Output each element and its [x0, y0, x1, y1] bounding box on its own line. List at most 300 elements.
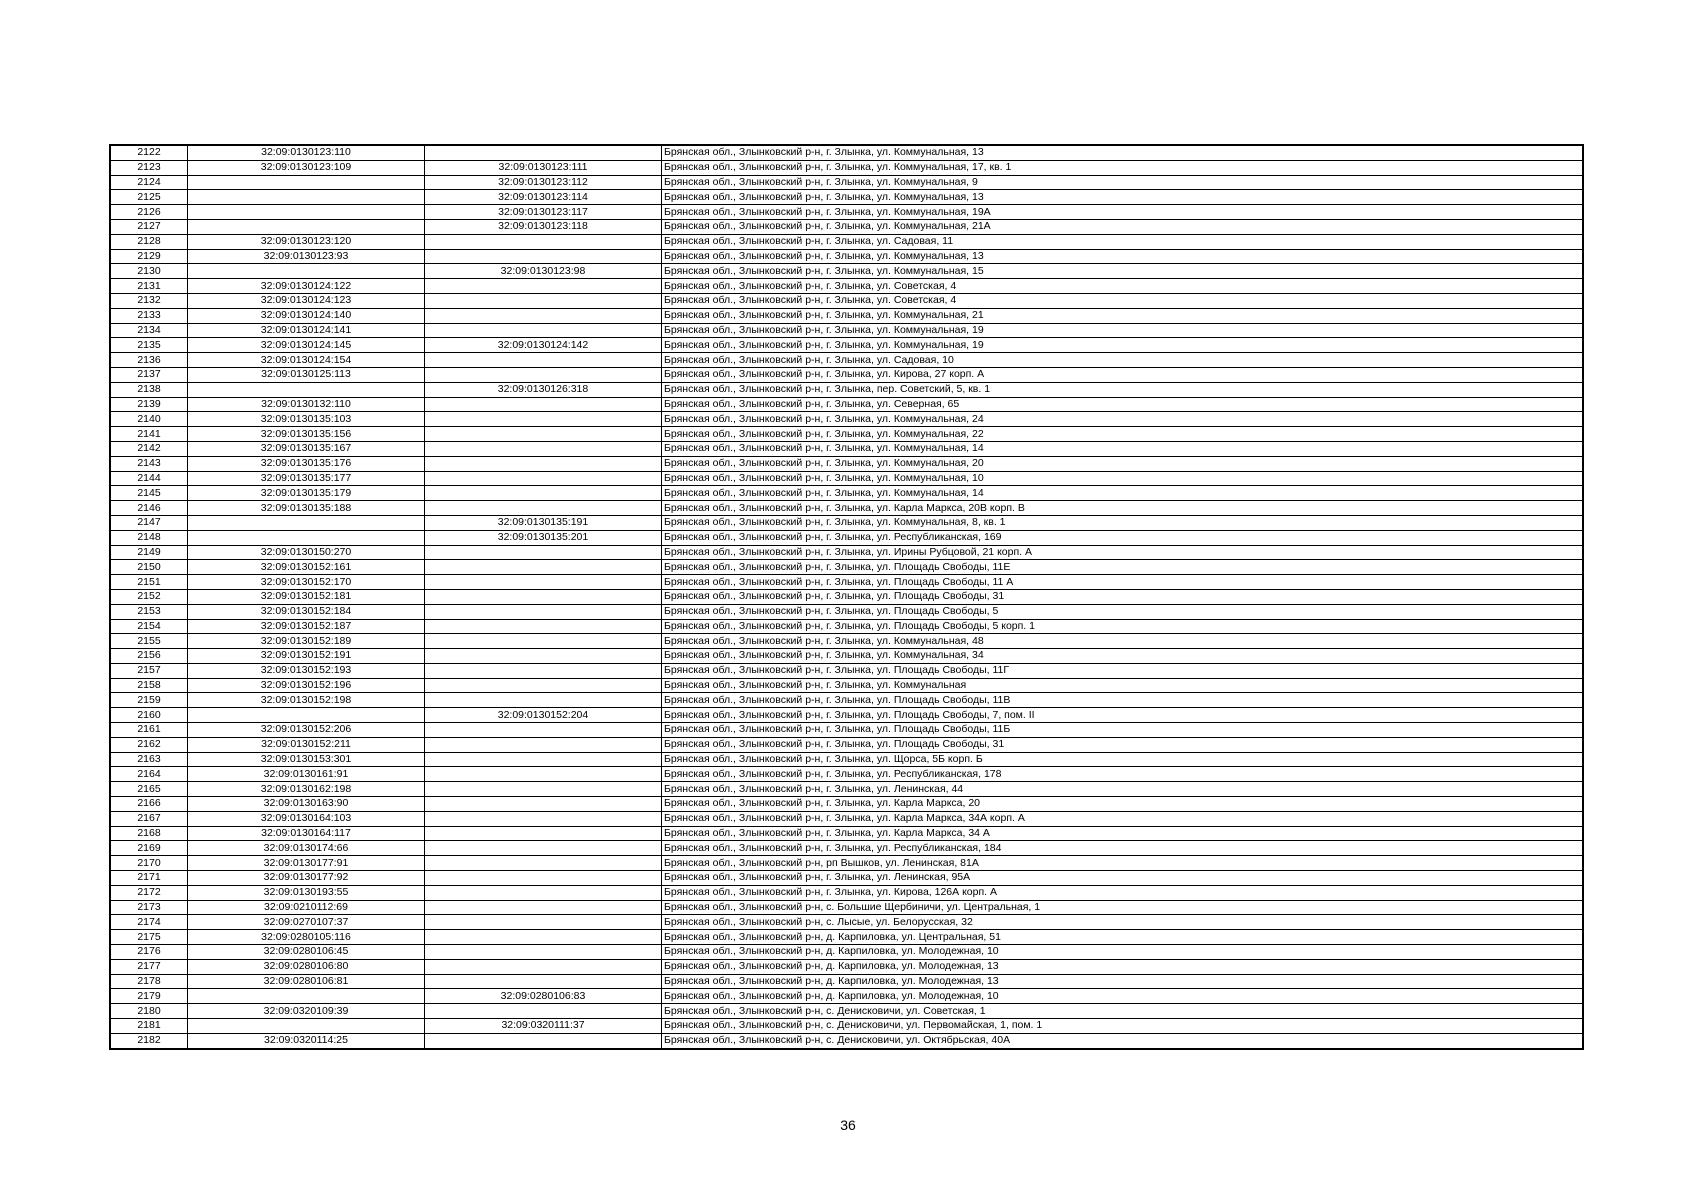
- row-number-cell: 2159: [110, 693, 188, 708]
- table-row: [110, 353, 1583, 368]
- cadastral-number-building-cell: [425, 782, 662, 797]
- cadastral-number-building-cell: [425, 619, 662, 634]
- address-cell: Брянская обл., Злынковский р-н, с. Лысые, ул. Белорусская, 32: [662, 915, 1584, 930]
- cadastral-number-building-cell: [425, 471, 662, 486]
- address-cell: Брянская обл., Злынковский р-н, г. Злынка, ул. Площадь Свободы, 11В: [662, 693, 1584, 708]
- address-cell: Брянская обл., Злынковский р-н, г. Злынка, ул. Площадь Свободы, 11 А: [662, 575, 1584, 590]
- cadastral-number-building-cell: [425, 249, 662, 264]
- address-cell: Брянская обл., Злынковский р-н, г. Злынка, ул. Коммунальная, 48: [662, 634, 1584, 649]
- table-row: [110, 441, 1583, 456]
- address-cell: Брянская обл., Злынковский р-н, г. Злынка, ул. Коммунальная, 8, кв. 1: [662, 515, 1584, 530]
- row-number-cell: 2151: [110, 575, 188, 590]
- table-row: [110, 989, 1583, 1004]
- address-cell: Брянская обл., Злынковский р-н, г. Злынка, ул. Коммунальная, 21: [662, 308, 1584, 323]
- table-row: [110, 915, 1583, 930]
- row-number-cell: 2150: [110, 560, 188, 575]
- row-number-cell: 2155: [110, 634, 188, 649]
- table-row: [110, 382, 1583, 397]
- row-number-cell: 2153: [110, 604, 188, 619]
- cadastral-number-land-cell: 32:09:0130135:176: [188, 456, 425, 471]
- table-row: [110, 515, 1583, 530]
- cadastral-number-land-cell: 32:09:0130152:198: [188, 693, 425, 708]
- address-cell: Брянская обл., Злынковский р-н, д. Карпиловка, ул. Молодежная, 10: [662, 945, 1584, 960]
- table-row: [110, 589, 1583, 604]
- table-row: [110, 737, 1583, 752]
- row-number-cell: 2161: [110, 723, 188, 738]
- address-cell: Брянская обл., Злынковский р-н, г. Злынка, ул. Коммунальная, 14: [662, 486, 1584, 501]
- row-number-cell: 2131: [110, 279, 188, 294]
- row-number-cell: 2164: [110, 767, 188, 782]
- cadastral-number-land-cell: 32:09:0130123:120: [188, 234, 425, 249]
- cadastral-number-land-cell: 32:09:0130123:93: [188, 249, 425, 264]
- table-row: [110, 885, 1583, 900]
- address-cell: Брянская обл., Злынковский р-н, г. Злынка, ул. Коммунальная, 10: [662, 471, 1584, 486]
- cadastral-number-building-cell: [425, 945, 662, 960]
- cadastral-number-building-cell: [425, 885, 662, 900]
- cadastral-number-building-cell: 32:09:0130152:204: [425, 708, 662, 723]
- table-row: [110, 1004, 1583, 1019]
- address-cell: Брянская обл., Злынковский р-н, г. Злынка, ул. Коммунальная, 13: [662, 190, 1584, 205]
- table-row: [110, 530, 1583, 545]
- cadastral-number-land-cell: 32:09:0130152:191: [188, 649, 425, 664]
- table-row: [110, 575, 1583, 590]
- cadastral-number-land-cell: 32:09:0130177:92: [188, 871, 425, 886]
- row-number-cell: 2137: [110, 367, 188, 382]
- cadastral-number-land-cell: [188, 219, 425, 234]
- cadastral-number-building-cell: 32:09:0130123:111: [425, 160, 662, 175]
- cadastral-number-land-cell: [188, 190, 425, 205]
- table-row: [110, 974, 1583, 989]
- cadastral-number-building-cell: 32:09:0130123:117: [425, 205, 662, 220]
- address-cell: Брянская обл., Злынковский р-н, г. Злынка, ул. Коммунальная, 20: [662, 456, 1584, 471]
- cadastral-number-land-cell: 32:09:0130152:170: [188, 575, 425, 590]
- address-cell: Брянская обл., Злынковский р-н, с. Денисковичи, ул. Первомайская, 1, пом. 1: [662, 1019, 1584, 1034]
- address-cell: Брянская обл., Злынковский р-н, г. Злынка, ул. Ирины Рубцовой, 21 корп. А: [662, 545, 1584, 560]
- cadastral-number-land-cell: 32:09:0130152:181: [188, 589, 425, 604]
- cadastral-number-building-cell: [425, 308, 662, 323]
- table-row: [110, 145, 1583, 160]
- cadastral-number-building-cell: [425, 974, 662, 989]
- table-row: [110, 367, 1583, 382]
- row-number-cell: 2145: [110, 486, 188, 501]
- row-number-cell: 2147: [110, 515, 188, 530]
- table-row: [110, 205, 1583, 220]
- cadastral-number-land-cell: 32:09:0130164:103: [188, 811, 425, 826]
- address-cell: Брянская обл., Злынковский р-н, г. Злынка, ул. Карла Маркса, 34 А: [662, 826, 1584, 841]
- address-cell: Брянская обл., Злынковский р-н, с. Денисковичи, ул. Советская, 1: [662, 1004, 1584, 1019]
- table-row: [110, 293, 1583, 308]
- row-number-cell: 2179: [110, 989, 188, 1004]
- row-number-cell: 2163: [110, 752, 188, 767]
- row-number-cell: 2144: [110, 471, 188, 486]
- cadastral-number-building-cell: [425, 723, 662, 738]
- cadastral-number-land-cell: 32:09:0130124:123: [188, 293, 425, 308]
- row-number-cell: 2142: [110, 441, 188, 456]
- cadastral-number-land-cell: 32:09:0270107:37: [188, 915, 425, 930]
- address-cell: Брянская обл., Злынковский р-н, г. Злынка, ул. Коммунальная, 19: [662, 323, 1584, 338]
- cadastral-number-land-cell: 32:09:0130123:110: [188, 145, 425, 160]
- row-number-cell: 2180: [110, 1004, 188, 1019]
- cadastral-number-building-cell: [425, 234, 662, 249]
- table-row: [110, 160, 1583, 175]
- address-cell: Брянская обл., Злынковский р-н, с. Большие Щербиничи, ул. Центральная, 1: [662, 900, 1584, 915]
- table-row: [110, 841, 1583, 856]
- table-row: [110, 767, 1583, 782]
- table-row: [110, 930, 1583, 945]
- address-cell: Брянская обл., Злынковский р-н, г. Злынка, ул. Коммунальная, 13: [662, 249, 1584, 264]
- table-row: [110, 1019, 1583, 1034]
- row-number-cell: 2175: [110, 930, 188, 945]
- cadastral-number-building-cell: 32:09:0130124:142: [425, 338, 662, 353]
- cadastral-number-building-cell: [425, 501, 662, 516]
- row-number-cell: 2171: [110, 871, 188, 886]
- row-number-cell: 2172: [110, 885, 188, 900]
- cadastral-number-building-cell: [425, 145, 662, 160]
- address-cell: Брянская обл., Злынковский р-н, г. Злынка, ул. Площадь Свободы, 7, пом. II: [662, 708, 1584, 723]
- address-cell: Брянская обл., Злынковский р-н, г. Злынка, ул. Коммунальная, 15: [662, 264, 1584, 279]
- cadastral-number-building-cell: [425, 634, 662, 649]
- table-row: [110, 693, 1583, 708]
- cadastral-number-building-cell: [425, 871, 662, 886]
- row-number-cell: 2138: [110, 382, 188, 397]
- cadastral-number-land-cell: 32:09:0130125:113: [188, 367, 425, 382]
- cadastral-number-building-cell: 32:09:0280106:83: [425, 989, 662, 1004]
- cadastral-number-land-cell: 32:09:0130177:91: [188, 856, 425, 871]
- row-number-cell: 2130: [110, 264, 188, 279]
- cadastral-number-land-cell: 32:09:0280105:116: [188, 930, 425, 945]
- cadastral-number-land-cell: 32:09:0130152:187: [188, 619, 425, 634]
- table-body: [110, 145, 1583, 1049]
- row-number-cell: 2123: [110, 160, 188, 175]
- table-row: [110, 486, 1583, 501]
- row-number-cell: 2148: [110, 530, 188, 545]
- row-number-cell: 2170: [110, 856, 188, 871]
- cadastral-number-land-cell: [188, 708, 425, 723]
- cadastral-number-building-cell: [425, 412, 662, 427]
- cadastral-number-building-cell: [425, 279, 662, 294]
- cadastral-number-building-cell: [425, 323, 662, 338]
- cadastral-number-land-cell: [188, 989, 425, 1004]
- cadastral-number-building-cell: [425, 397, 662, 412]
- row-number-cell: 2128: [110, 234, 188, 249]
- cadastral-number-building-cell: [425, 811, 662, 826]
- table-row: [110, 723, 1583, 738]
- cadastral-number-land-cell: 32:09:0130164:117: [188, 826, 425, 841]
- address-cell: Брянская обл., Злынковский р-н, г. Злынка, ул. Коммунальная, 21А: [662, 219, 1584, 234]
- row-number-cell: 2124: [110, 175, 188, 190]
- table-row: [110, 397, 1583, 412]
- table-row: [110, 856, 1583, 871]
- cadastral-number-land-cell: 32:09:0130163:90: [188, 797, 425, 812]
- address-cell: Брянская обл., Злынковский р-н, г. Злынка, ул. Щорса, 5Б корп. Б: [662, 752, 1584, 767]
- row-number-cell: 2136: [110, 353, 188, 368]
- cadastral-number-land-cell: [188, 515, 425, 530]
- table-row: [110, 634, 1583, 649]
- cadastral-number-land-cell: [188, 382, 425, 397]
- cadastral-number-building-cell: 32:09:0130123:98: [425, 264, 662, 279]
- address-cell: Брянская обл., Злынковский р-н, д. Карпиловка, ул. Центральная, 51: [662, 930, 1584, 945]
- table-row: [110, 619, 1583, 634]
- cadastral-number-land-cell: 32:09:0130124:154: [188, 353, 425, 368]
- cadastral-number-land-cell: 32:09:0280106:81: [188, 974, 425, 989]
- row-number-cell: 2140: [110, 412, 188, 427]
- cadastral-number-building-cell: 32:09:0130135:201: [425, 530, 662, 545]
- cadastral-number-building-cell: [425, 737, 662, 752]
- address-cell: Брянская обл., Злынковский р-н, г. Злынка, ул. Коммунальная, 24: [662, 412, 1584, 427]
- table-row: [110, 797, 1583, 812]
- row-number-cell: 2162: [110, 737, 188, 752]
- address-cell: Брянская обл., Злынковский р-н, г. Злынка, ул. Площадь Свободы, 11Е: [662, 560, 1584, 575]
- address-cell: Брянская обл., Злынковский р-н, г. Злынка, ул. Ленинская, 95А: [662, 871, 1584, 886]
- cadastral-number-land-cell: 32:09:0130161:91: [188, 767, 425, 782]
- cadastral-number-land-cell: 32:09:0130152:196: [188, 678, 425, 693]
- cadastral-number-building-cell: 32:09:0130123:118: [425, 219, 662, 234]
- cadastral-number-building-cell: [425, 560, 662, 575]
- row-number-cell: 2146: [110, 501, 188, 516]
- address-cell: Брянская обл., Злынковский р-н, г. Злынка, ул. Республиканская, 169: [662, 530, 1584, 545]
- table-row: [110, 708, 1583, 723]
- row-number-cell: 2158: [110, 678, 188, 693]
- cadastral-number-land-cell: 32:09:0130162:198: [188, 782, 425, 797]
- table-row: [110, 338, 1583, 353]
- cadastral-number-land-cell: 32:09:0130135:179: [188, 486, 425, 501]
- table-row: [110, 545, 1583, 560]
- cadastral-number-land-cell: 32:09:0130153:301: [188, 752, 425, 767]
- row-number-cell: 2177: [110, 959, 188, 974]
- row-number-cell: 2173: [110, 900, 188, 915]
- cadastral-number-building-cell: [425, 293, 662, 308]
- cadastral-number-building-cell: [425, 604, 662, 619]
- cadastral-number-land-cell: 32:09:0130135:103: [188, 412, 425, 427]
- cadastral-number-land-cell: 32:09:0130152:161: [188, 560, 425, 575]
- address-cell: Брянская обл., Злынковский р-н, с. Денисковичи, ул. Октябрьская, 40А: [662, 1033, 1584, 1048]
- cadastral-number-land-cell: 32:09:0130124:140: [188, 308, 425, 323]
- address-cell: Брянская обл., Злынковский р-н, д. Карпиловка, ул. Молодежная, 13: [662, 959, 1584, 974]
- cadastral-number-building-cell: 32:09:0130135:191: [425, 515, 662, 530]
- cadastral-number-land-cell: 32:09:0130152:189: [188, 634, 425, 649]
- cadastral-number-building-cell: [425, 930, 662, 945]
- cadastral-number-land-cell: 32:09:0130123:109: [188, 160, 425, 175]
- address-cell: Брянская обл., Злынковский р-н, д. Карпиловка, ул. Молодежная, 10: [662, 989, 1584, 1004]
- address-cell: Брянская обл., Злынковский р-н, г. Злынка, ул. Площадь Свободы, 31: [662, 737, 1584, 752]
- cadastral-number-land-cell: 32:09:0280106:80: [188, 959, 425, 974]
- address-cell: Брянская обл., Злынковский р-н, г. Злынка, ул. Площадь Свободы, 5: [662, 604, 1584, 619]
- cadastral-number-land-cell: 32:09:0130124:122: [188, 279, 425, 294]
- cadastral-number-building-cell: [425, 959, 662, 974]
- cadastral-number-land-cell: 32:09:0130193:55: [188, 885, 425, 900]
- address-cell: Брянская обл., Злынковский р-н, г. Злынка, ул. Коммунальная, 19А: [662, 205, 1584, 220]
- row-number-cell: 2129: [110, 249, 188, 264]
- cadastral-number-building-cell: [425, 856, 662, 871]
- cadastral-number-land-cell: 32:09:0210112:69: [188, 900, 425, 915]
- address-cell: Брянская обл., Злынковский р-н, г. Злынка, ул. Коммунальная, 22: [662, 427, 1584, 442]
- cadastral-number-building-cell: [425, 900, 662, 915]
- cadastral-number-land-cell: 32:09:0130132:110: [188, 397, 425, 412]
- table-row: [110, 900, 1583, 915]
- address-cell: Брянская обл., Злынковский р-н, г. Злынка, ул. Садовая, 11: [662, 234, 1584, 249]
- cadastral-number-building-cell: [425, 367, 662, 382]
- address-cell: Брянская обл., Злынковский р-н, г. Злынка, ул. Республиканская, 184: [662, 841, 1584, 856]
- row-number-cell: 2154: [110, 619, 188, 634]
- table-row: [110, 826, 1583, 841]
- row-number-cell: 2143: [110, 456, 188, 471]
- row-number-cell: 2157: [110, 663, 188, 678]
- row-number-cell: 2182: [110, 1033, 188, 1048]
- table-row: [110, 412, 1583, 427]
- cadastral-number-building-cell: [425, 767, 662, 782]
- row-number-cell: 2156: [110, 649, 188, 664]
- row-number-cell: 2165: [110, 782, 188, 797]
- cadastral-number-building-cell: [425, 678, 662, 693]
- cadastral-number-building-cell: [425, 826, 662, 841]
- cadastral-number-building-cell: 32:09:0130123:114: [425, 190, 662, 205]
- cadastral-number-land-cell: 32:09:0130150:270: [188, 545, 425, 560]
- table-row: [110, 456, 1583, 471]
- address-cell: Брянская обл., Злынковский р-н, г. Злынка, ул. Карла Маркса, 34А корп. А: [662, 811, 1584, 826]
- cadastral-number-building-cell: [425, 441, 662, 456]
- address-cell: Брянская обл., Злынковский р-н, г. Злынка, ул. Коммунальная, 19: [662, 338, 1584, 353]
- cadastral-number-land-cell: 32:09:0130152:193: [188, 663, 425, 678]
- cadastral-number-building-cell: 32:09:0130123:112: [425, 175, 662, 190]
- cadastral-number-land-cell: 32:09:0320114:25: [188, 1033, 425, 1048]
- table-row: [110, 560, 1583, 575]
- table-row: [110, 190, 1583, 205]
- cadastral-number-building-cell: [425, 693, 662, 708]
- address-cell: Брянская обл., Злынковский р-н, г. Злынка, ул. Коммунальная, 17, кв. 1: [662, 160, 1584, 175]
- cadastral-number-land-cell: [188, 264, 425, 279]
- table-row: [110, 945, 1583, 960]
- cadastral-number-land-cell: 32:09:0130135:156: [188, 427, 425, 442]
- table-row: [110, 871, 1583, 886]
- row-number-cell: 2166: [110, 797, 188, 812]
- address-cell: Брянская обл., Злынковский р-н, г. Злынка, ул. Ленинская, 44: [662, 782, 1584, 797]
- table-row: [110, 471, 1583, 486]
- row-number-cell: 2122: [110, 145, 188, 160]
- cadastral-number-land-cell: [188, 205, 425, 220]
- table-row: [110, 678, 1583, 693]
- address-cell: Брянская обл., Злынковский р-н, г. Злынка, ул. Коммунальная: [662, 678, 1584, 693]
- row-number-cell: 2139: [110, 397, 188, 412]
- row-number-cell: 2174: [110, 915, 188, 930]
- cadastral-number-building-cell: [425, 915, 662, 930]
- table-row: [110, 234, 1583, 249]
- address-cell: Брянская обл., Злынковский р-н, г. Злынка, ул. Площадь Свободы, 31: [662, 589, 1584, 604]
- cadastral-number-land-cell: 32:09:0130152:206: [188, 723, 425, 738]
- row-number-cell: 2133: [110, 308, 188, 323]
- row-number-cell: 2134: [110, 323, 188, 338]
- cadastral-number-land-cell: 32:09:0130124:145: [188, 338, 425, 353]
- address-cell: Брянская обл., Злынковский р-н, г. Злынка, ул. Кирова, 126А корп. А: [662, 885, 1584, 900]
- row-number-cell: 2135: [110, 338, 188, 353]
- address-cell: Брянская обл., Злынковский р-н, г. Злынка, ул. Кирова, 27 корп. А: [662, 367, 1584, 382]
- cadastral-number-building-cell: 32:09:0320111:37: [425, 1019, 662, 1034]
- cadastral-number-land-cell: 32:09:0130152:184: [188, 604, 425, 619]
- table-row: [110, 279, 1583, 294]
- table-row: [110, 752, 1583, 767]
- table-row: [110, 219, 1583, 234]
- table-row: [110, 649, 1583, 664]
- address-cell: Брянская обл., Злынковский р-н, г. Злынка, ул. Коммунальная, 9: [662, 175, 1584, 190]
- cadastral-number-building-cell: [425, 841, 662, 856]
- cadastral-number-building-cell: [425, 589, 662, 604]
- address-cell: Брянская обл., Злынковский р-н, г. Злынка, ул. Площадь Свободы, 11Б: [662, 723, 1584, 738]
- table-row: [110, 323, 1583, 338]
- cadastral-number-land-cell: [188, 1019, 425, 1034]
- cadastral-number-land-cell: 32:09:0280106:45: [188, 945, 425, 960]
- table-row: [110, 604, 1583, 619]
- table-row: [110, 308, 1583, 323]
- cadastral-number-building-cell: [425, 353, 662, 368]
- table-row: [110, 811, 1583, 826]
- page-number: 36: [840, 1117, 856, 1133]
- row-number-cell: 2127: [110, 219, 188, 234]
- row-number-cell: 2126: [110, 205, 188, 220]
- address-cell: Брянская обл., Злынковский р-н, г. Злынка, ул. Коммунальная, 13: [662, 145, 1584, 160]
- row-number-cell: 2125: [110, 190, 188, 205]
- row-number-cell: 2149: [110, 545, 188, 560]
- address-cell: Брянская обл., Злынковский р-н, г. Злынка, ул. Советская, 4: [662, 279, 1584, 294]
- cadastral-number-land-cell: 32:09:0130135:188: [188, 501, 425, 516]
- cadastral-number-land-cell: 32:09:0130174:66: [188, 841, 425, 856]
- cadastral-number-building-cell: [425, 649, 662, 664]
- address-cell: Брянская обл., Злынковский р-н, г. Злынка, ул. Республиканская, 178: [662, 767, 1584, 782]
- cadastral-number-land-cell: 32:09:0320109:39: [188, 1004, 425, 1019]
- cadastral-number-building-cell: [425, 1033, 662, 1048]
- address-cell: Брянская обл., Злынковский р-н, г. Злынка, ул. Садовая, 10: [662, 353, 1584, 368]
- cadastral-number-land-cell: [188, 175, 425, 190]
- table-row: [110, 663, 1583, 678]
- cadastral-number-land-cell: 32:09:0130152:211: [188, 737, 425, 752]
- table-row: [110, 959, 1583, 974]
- row-number-cell: 2132: [110, 293, 188, 308]
- cadastral-number-land-cell: 32:09:0130135:167: [188, 441, 425, 456]
- table-row: [110, 175, 1583, 190]
- row-number-cell: 2169: [110, 841, 188, 856]
- cadastral-number-building-cell: [425, 797, 662, 812]
- cadastral-number-land-cell: 32:09:0130124:141: [188, 323, 425, 338]
- address-cell: Брянская обл., Злынковский р-н, г. Злынка, ул. Карла Маркса, 20: [662, 797, 1584, 812]
- cadastral-number-land-cell: 32:09:0130135:177: [188, 471, 425, 486]
- cadastral-number-building-cell: [425, 456, 662, 471]
- cadastral-number-building-cell: [425, 545, 662, 560]
- table-row: [110, 249, 1583, 264]
- address-cell: Брянская обл., Злынковский р-н, г. Злынка, ул. Карла Маркса, 20В корп. В: [662, 501, 1584, 516]
- row-number-cell: 2168: [110, 826, 188, 841]
- row-number-cell: 2141: [110, 427, 188, 442]
- address-cell: Брянская обл., Злынковский р-н, г. Злынка, ул. Площадь Свободы, 11Г: [662, 663, 1584, 678]
- row-number-cell: 2167: [110, 811, 188, 826]
- cadastral-number-building-cell: [425, 575, 662, 590]
- row-number-cell: 2178: [110, 974, 188, 989]
- table-row: [110, 427, 1583, 442]
- address-cell: Брянская обл., Злынковский р-н, г. Злынка, ул. Советская, 4: [662, 293, 1584, 308]
- address-cell: Брянская обл., Злынковский р-н, г. Злынка, ул. Коммунальная, 14: [662, 441, 1584, 456]
- cadastral-number-building-cell: [425, 427, 662, 442]
- cadastral-number-land-cell: [188, 530, 425, 545]
- address-cell: Брянская обл., Злынковский р-н, г. Злынка, ул. Северная, 65: [662, 397, 1584, 412]
- address-cell: Брянская обл., Злынковский р-н, рп Вышков, ул. Ленинская, 81А: [662, 856, 1584, 871]
- address-cell: Брянская обл., Злынковский р-н, г. Злынка, ул. Площадь Свободы, 5 корп. 1: [662, 619, 1584, 634]
- document-table-container: [109, 144, 1584, 1050]
- table-row: [110, 782, 1583, 797]
- table-row: [110, 1033, 1583, 1048]
- cadastral-number-building-cell: [425, 486, 662, 501]
- cadastral-number-building-cell: [425, 752, 662, 767]
- property-table: [109, 144, 1584, 1050]
- cadastral-number-building-cell: [425, 1004, 662, 1019]
- address-cell: Брянская обл., Злынковский р-н, г. Злынка, пер. Советский, 5, кв. 1: [662, 382, 1584, 397]
- row-number-cell: 2152: [110, 589, 188, 604]
